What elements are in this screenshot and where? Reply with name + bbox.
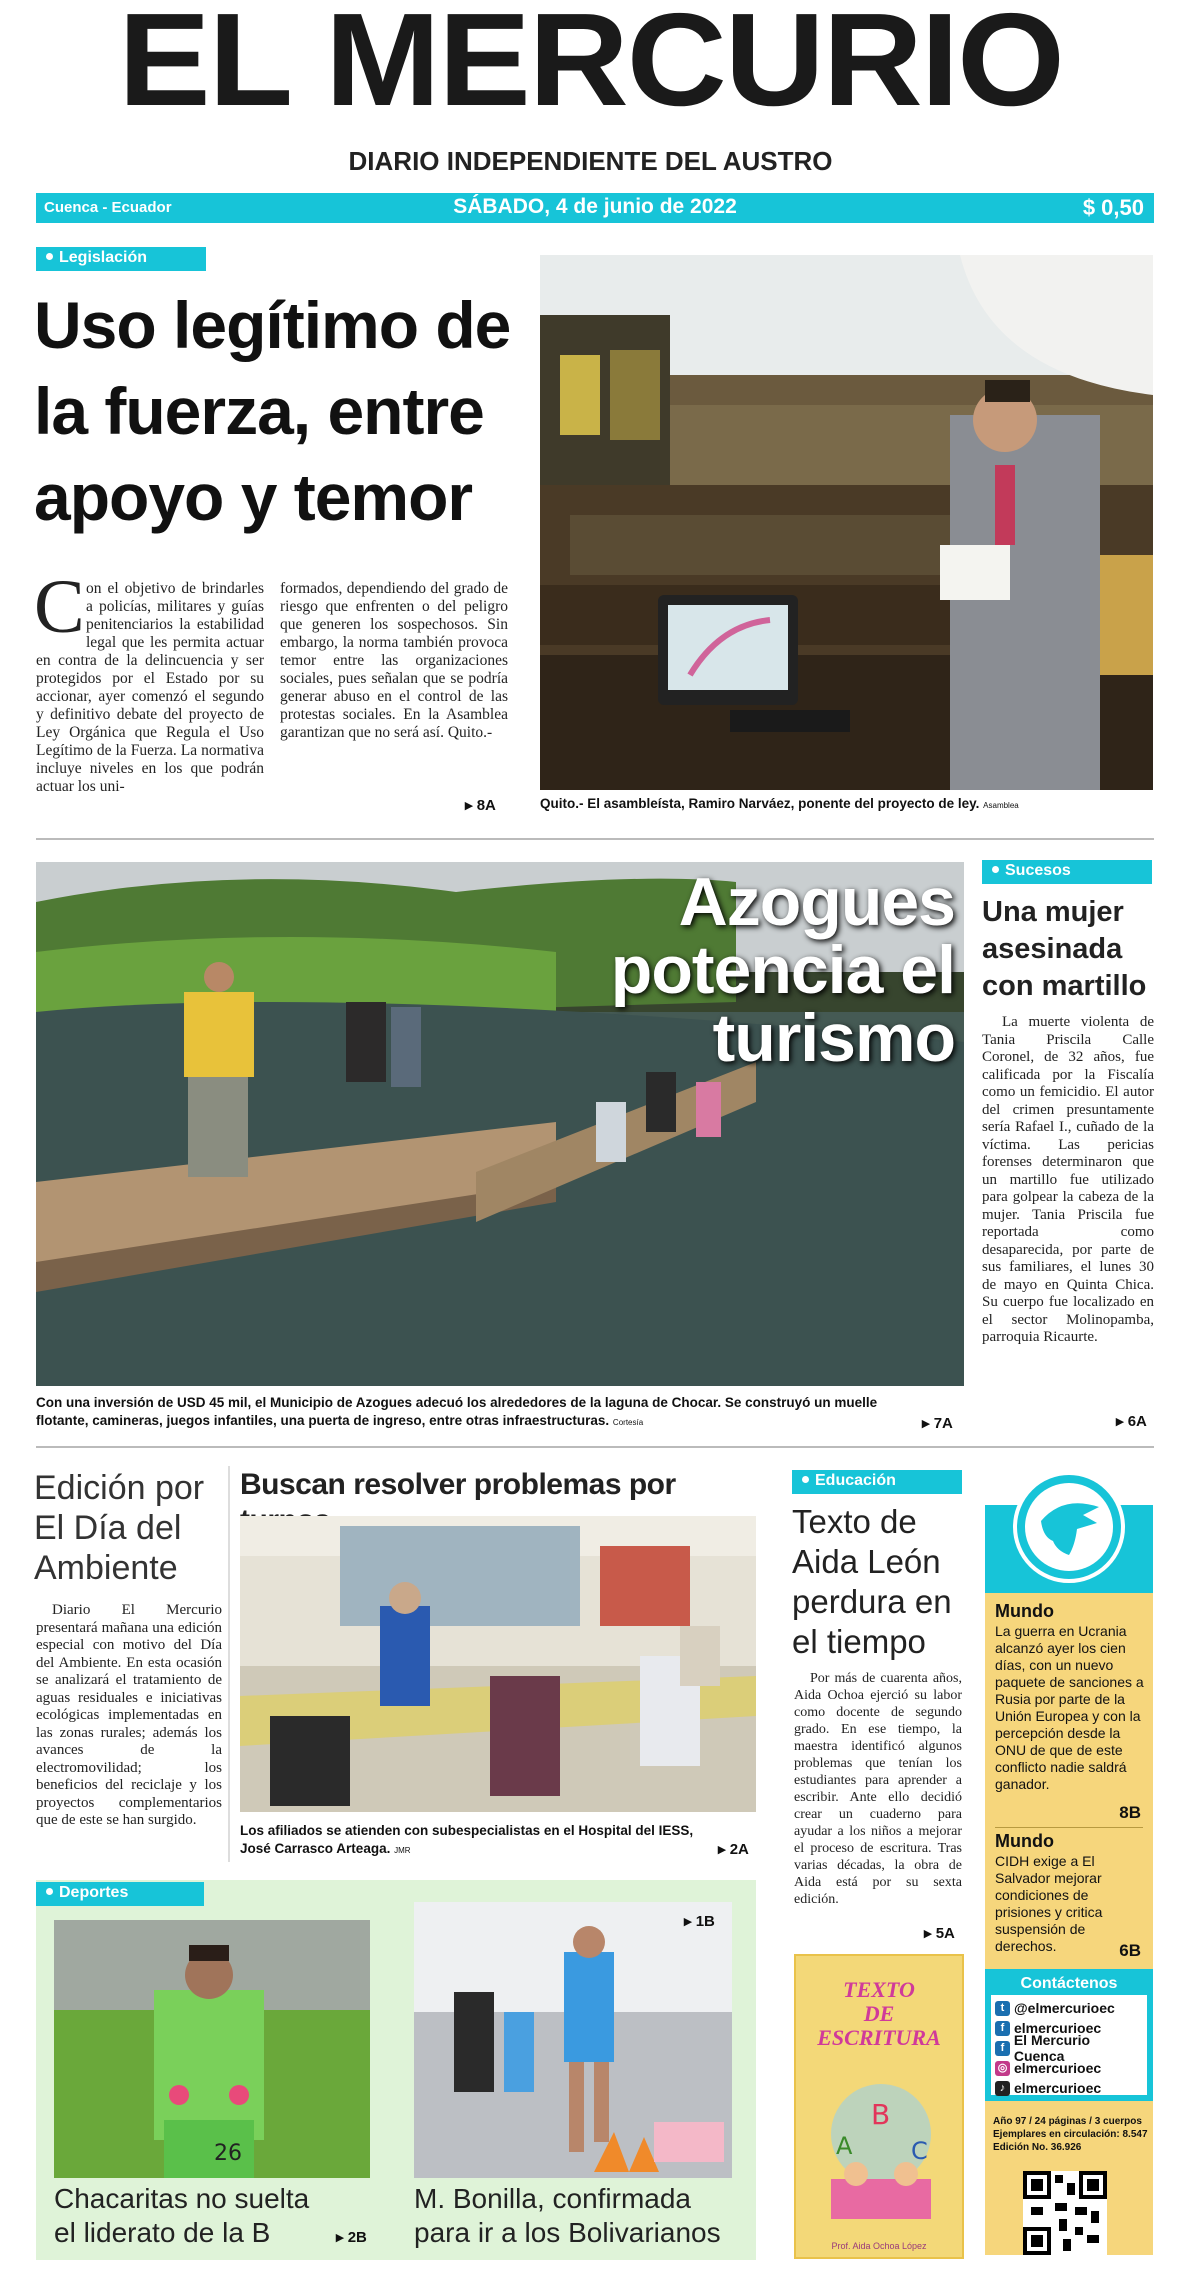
lead-photo-caption: Quito.- El asambleísta, Ramiro Narváez, ponente del proyecto de ley. Asamblea <box>540 796 1019 811</box>
section-divider <box>36 1446 1154 1448</box>
svg-text:B: B <box>871 2098 891 2131</box>
sidebar-divider <box>995 1827 1143 1828</box>
mundo1-title: Mundo <box>995 1601 1054 1621</box>
mundo1-text: La guerra en Ucrania alcanzó ayer los cien días, con un nuevo paquete de sanciones a Rusia por parte de la Unión Europea y con la percepción desde la ONU de que de este conflicto nadie saldrá ganador. <box>995 1623 1144 1792</box>
qr-code-icon <box>1023 2171 1107 2255</box>
bonilla-photo <box>414 1902 732 2178</box>
twitter-icon: t <box>995 2001 1010 2016</box>
newspaper-subtitle: DIARIO INDEPENDIENTE DEL AUSTRO <box>348 146 833 176</box>
lead-column-2: formados, dependiendo del grado de riesgo que enfrenten o del peligro que generen los sospechosos. Sin embargo, la norma también provoca temor entre las organizaciones sociales, pues señalan que se podría generar abuso en el control de las protestas sociales. En la Asamblea garantizan que no será así. Quito.- <box>280 580 508 741</box>
turnos-page-ref[interactable]: ▸ 2A <box>718 1841 749 1858</box>
edition-date: SÁBADO, 4 de junio de 2022 <box>453 195 737 218</box>
facebook-icon: f <box>995 2041 1010 2056</box>
lead-page-ref[interactable]: ▸ 8A <box>465 797 496 814</box>
masthead <box>0 0 1181 140</box>
turnos-caption: Los afiliados se atienden con subespecialistas en el Hospital del IESS, José Carrasco Arteaga. JMR <box>240 1823 694 1856</box>
price-label: $ 0,50 <box>1082 195 1144 220</box>
social-facebook[interactable]: f elmercurioec <box>995 2018 1143 2038</box>
sucesos-headline[interactable]: Una mujer asesinada con martillo <box>982 896 1147 1002</box>
bullet-icon <box>46 253 53 260</box>
svg-text:26: 26 <box>214 2141 242 2166</box>
social-facebook-cuenca[interactable]: f El Mercurio Cuenca <box>995 2038 1143 2058</box>
social-tiktok[interactable]: ♪ elmercurioec <box>995 2078 1143 2098</box>
tiktok-icon: ♪ <box>995 2081 1010 2096</box>
azogues-headline[interactable]: Azogues potencia el turismo <box>610 864 955 1076</box>
chacaritas-headline[interactable]: Chacaritas no suelta el liderato de la B <box>54 2183 310 2248</box>
svg-text:A: A <box>836 2132 853 2160</box>
bonilla-headline[interactable]: M. Bonilla, confirmada para ir a los Bolivarianos <box>414 2183 721 2248</box>
section-divider <box>36 838 1154 840</box>
sucesos-body: La muerte violenta de Tania Priscila Calle Coronel, de 32 años, fue calificada por la Fiscalía como un femicidio. El autor del crimen presuntamente sería Rafael I., cuñado de la víctima. Las pericias forenses determinaron que un martillo fue utilizado para golpear la cabeza de la mujer. Tania Priscila fue reportada como desaparecida, por parte de sus familiares, el lunes 30 de mayo en Quinta Chica. Su cuerpo fue localizado en el sector Molinopamba, parroquia Ricaurte. <box>982 1014 1154 1345</box>
book-cover-image: TEXTO DE ESCRITURA B A C Prof. Aida Ochoa López <box>794 1954 964 2259</box>
lead-headline[interactable]: Uso legítimo de la fuerza, entre apoyo y temor <box>34 288 511 534</box>
ambiente-headline[interactable]: Edición por El Día del Ambiente <box>34 1469 205 1587</box>
newspaper-title: EL MERCURIO <box>118 0 1063 133</box>
sucesos-page-ref[interactable]: ▸ 6A <box>1116 1413 1147 1430</box>
turnos-headline[interactable]: Buscan resolver problemas por <box>240 1468 676 1501</box>
date-band <box>36 193 1154 223</box>
svg-text:C: C <box>911 2137 928 2165</box>
bonilla-page-ref[interactable]: ▸ 1B <box>684 1913 715 1930</box>
location-label: Cuenca - Ecuador <box>44 199 172 216</box>
mercury-logo-icon <box>1013 1471 1125 1583</box>
lead-dropcap: C <box>34 565 85 649</box>
lead-photo-assembly <box>540 255 1153 790</box>
azogues-caption: Con una inversión de USD 45 mil, el Municipio de Azogues adecuó los alrededores de la laguna de Chocar. Se construyó un muelle flotante, camineras, juegos infantiles, una puerta de ingreso, entre otras infraestructuras. Cortesía <box>36 1395 878 1428</box>
chacaritas-page-ref[interactable]: ▸ 2B <box>336 2229 367 2246</box>
contact-title: Contáctenos <box>1020 1975 1118 1992</box>
right-sidebar <box>985 1505 1153 2255</box>
social-instagram[interactable]: ◎ elmercurioec <box>995 2058 1143 2078</box>
azogues-page-ref[interactable]: ▸ 7A <box>922 1415 953 1432</box>
mundo2-text: CIDH exige a El Salvador mejorar condiciones de prisiones y critica suspensión de derechos. <box>995 1853 1103 1954</box>
mundo1-page-ref[interactable]: 8B <box>1119 1803 1141 1822</box>
educacion-body: Por más de cuarenta años, Aida Ochoa ejerció su labor como docente de segundo grado. En ese tiempo, la maestra identificó algunos problemas que tenían los estudiantes para aprender a escribir. Ante ello decidió crear un cuaderno para ayudar a los niños a mejorar el proceso de escritura. Tras varias décadas, la obra de Aida está por su sexta edición. <box>794 1671 962 1907</box>
bullet-icon <box>802 1476 809 1483</box>
section-tag-deportes: Deportes <box>36 1882 204 1906</box>
social-list <box>991 1995 1147 2095</box>
column-rule <box>228 1466 230 1862</box>
edition-info: Año 97 / 24 páginas / 3 cuerpos Ejemplares en circulación: 8.547 Edición No. 36.926 <box>993 2116 1148 2153</box>
facebook-icon: f <box>995 2021 1010 2036</box>
ambiente-body: Diario El Mercurio presentará mañana una edición especial con motivo del Día del Ambiente. En esta ocasión se analizará el tratamiento de aguas residuales e iniciativas ecológicas implementadas en las zonas rurales; además los avances de la electromovilidad; los beneficios del reciclaje y los proyectos complementarios que de este se han surgido. <box>36 1602 222 1828</box>
instagram-icon: ◎ <box>995 2061 1010 2076</box>
educacion-headline[interactable]: Texto de Aida León perdura en el tiempo <box>792 1503 952 1660</box>
section-tag-legislacion: Legislación <box>36 247 206 271</box>
section-tag-educacion: Educación <box>792 1470 962 1494</box>
section-tag-sucesos: Sucesos <box>982 860 1152 884</box>
contact-box <box>985 1969 1153 2101</box>
book-illustration-icon <box>811 2064 951 2234</box>
bullet-icon <box>46 1888 53 1895</box>
chacaritas-photo <box>54 1920 370 2178</box>
mundo2-page-ref[interactable]: 6B <box>1119 1941 1141 1960</box>
educacion-page-ref[interactable]: ▸ 5A <box>924 1925 955 1942</box>
lead-column-1: on el objetivo de brindarles a policías, militares y guías penitenciarios la estabilidad legal que les permita actuar en contra de la delincuencia y ser protegidos por el Estado por su accionar, ayer comenzó el segundo y definitivo debate del proyecto de Ley Orgánica que Regula el Uso Legítimo de la Fuerza. La normativa incluye niveles en los que podrán actuar los uni- <box>36 580 264 795</box>
mundo2-title: Mundo <box>995 1831 1054 1851</box>
social-twitter[interactable]: t @elmercurioec <box>995 1998 1143 2018</box>
bullet-icon <box>992 866 999 873</box>
turnos-photo-hospital <box>240 1516 756 1812</box>
